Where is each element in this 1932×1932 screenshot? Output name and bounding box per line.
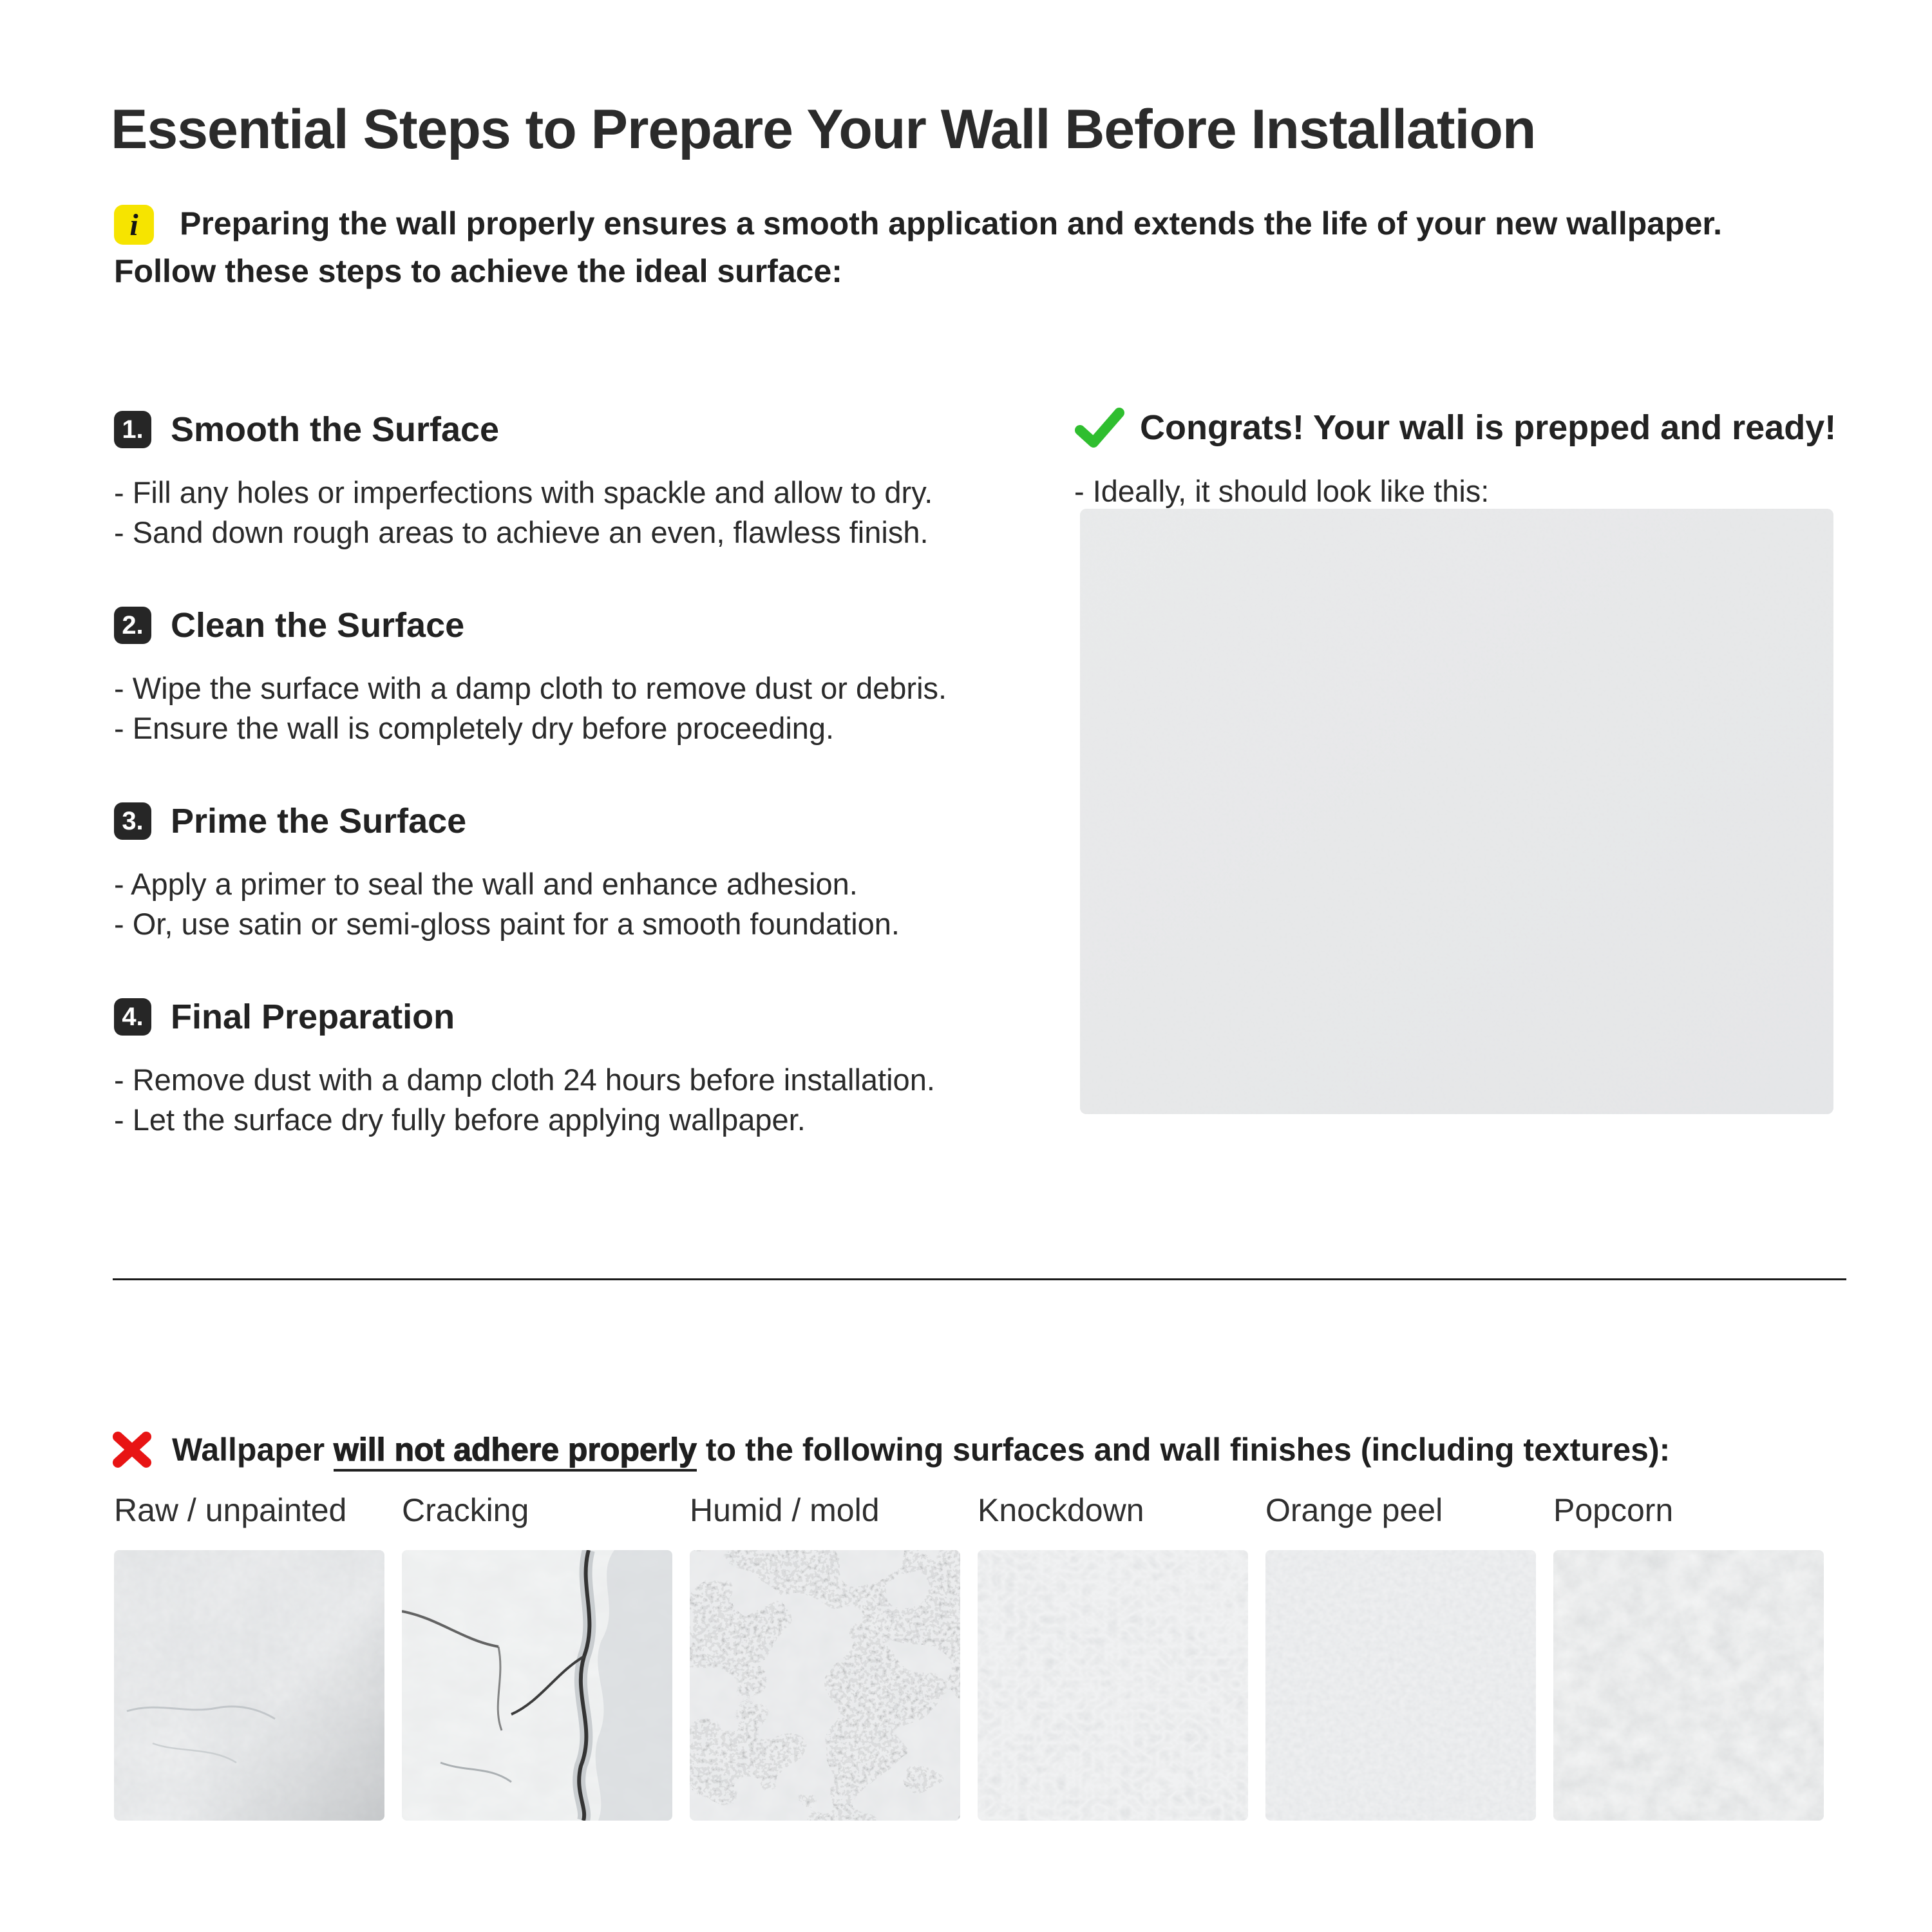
step-1-bullet-1: - Fill any holes or imperfections with spackle and allow to dry. xyxy=(114,475,933,509)
success-section xyxy=(1074,407,1853,511)
texture-image-popcorn xyxy=(1553,1550,1824,1821)
surface-label-humid-mold: Humid / mold xyxy=(690,1492,880,1528)
section-divider xyxy=(113,1278,1846,1280)
step-4-bullet-2: - Let the surface dry fully before applying wallpaper. xyxy=(114,1103,806,1137)
surface-label-popcorn: Popcorn xyxy=(1553,1492,1674,1528)
step-1-title: Smooth the Surface xyxy=(171,410,500,449)
step-3-bullet-2: - Or, use satin or semi-gloss paint for a smooth foundation. xyxy=(114,907,900,941)
step-4-title: Final Preparation xyxy=(171,998,455,1036)
step-2-title: Clean the Surface xyxy=(171,606,465,645)
checkmark-icon xyxy=(1074,407,1124,448)
info-icon: i xyxy=(114,205,154,245)
step-3 xyxy=(114,801,1067,944)
step-1-bullet-2: - Sand down rough areas to achieve an even, flawless finish. xyxy=(114,515,929,549)
texture-image-cracking xyxy=(402,1550,672,1821)
texture-image-orange-peel xyxy=(1265,1550,1536,1821)
success-title: Congrats! Your wall is prepped and ready! xyxy=(1140,408,1837,447)
step-3-title: Prime the Surface xyxy=(171,802,467,840)
intro-line-1 xyxy=(114,202,1722,245)
surface-label-knockdown: Knockdown xyxy=(978,1492,1144,1528)
warning-emphasis: will not adhere properly xyxy=(333,1432,697,1468)
step-4 xyxy=(114,997,1067,1140)
step-1 xyxy=(114,410,1067,553)
surface-label-cracking: Cracking xyxy=(402,1492,529,1528)
step-1-number-badge: 1. xyxy=(114,411,151,448)
step-2 xyxy=(114,605,1067,748)
step-2-bullet-2: - Ensure the wall is completely dry before proceeding. xyxy=(114,711,835,745)
step-2-bullet-1: - Wipe the surface with a damp cloth to remove dust or debris. xyxy=(114,671,947,705)
page-title: Essential Steps to Prepare Your Wall Before Installation xyxy=(111,99,1536,160)
success-subtitle: - Ideally, it should look like this: xyxy=(1074,474,1490,508)
warning-text: Wallpaper will not adhere properly to the following surfaces and wall finishes (including textures): xyxy=(172,1432,1671,1468)
step-3-number-badge: 3. xyxy=(114,802,151,840)
step-2-number-badge: 2. xyxy=(114,607,151,644)
warning-heading xyxy=(111,1431,1670,1468)
prepped-wall-image xyxy=(1080,509,1833,1114)
x-mark-icon xyxy=(111,1431,153,1468)
intro-text-2: Follow these steps to achieve the ideal surface: xyxy=(114,253,842,289)
surface-label-raw-unpainted: Raw / unpainted xyxy=(114,1492,347,1528)
surface-label-orange-peel: Orange peel xyxy=(1265,1492,1443,1528)
step-4-number-badge: 4. xyxy=(114,998,151,1036)
texture-image-knockdown xyxy=(978,1550,1248,1821)
step-4-bullet-1: - Remove dust with a damp cloth 24 hours before installation. xyxy=(114,1063,935,1097)
intro-text-1: Preparing the wall properly ensures a smooth application and extends the life of your new wallpaper. xyxy=(180,205,1722,242)
texture-image-humid-mold xyxy=(690,1550,960,1821)
step-3-bullet-1: - Apply a primer to seal the wall and enhance adhesion. xyxy=(114,867,858,901)
texture-image-raw-unpainted xyxy=(114,1550,384,1821)
